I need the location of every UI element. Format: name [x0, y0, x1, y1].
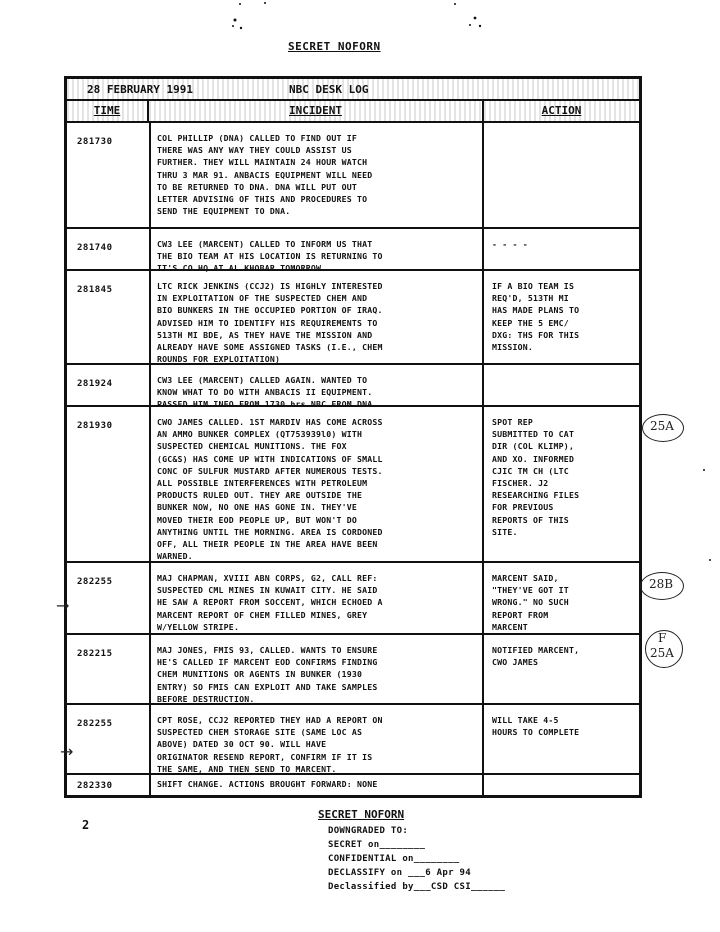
entry-incident-cell: [149, 635, 484, 705]
log-entry: [67, 775, 639, 795]
entry-incident: LTC RICK JENKINS (CCJ2) IS HIGHLY INTERESTED IN EXPLOITATION OF THE SUSPECTED CHEM AND BIO BUNKERS IN THE OCCUPIED PORTION OF IRAQ. ADVISED HIM TO IDENTIFY HIS REQUIREMENTS TO 513TH MI BDE, AS THEY HAVE THE MISSION AND ALREADY HAVE SOME ASSIGNED TASKS (I.E., CHEM ROUNDS FOR EXPLOITATION): [157, 281, 383, 365]
entry-action: MARCENT SAID, "THEY'VE GOT IT WRONG." NO SUCH REPORT FROM MARCENT: [492, 573, 569, 632]
entry-action-cell: [484, 775, 639, 795]
margin-tag-f: F: [658, 631, 667, 645]
column-header-time: TIME: [67, 101, 149, 123]
entry-incident-cell: [149, 775, 484, 795]
entry-incident-cell: [149, 271, 484, 365]
entry-time: 282255: [77, 577, 113, 587]
entry-action: - - - -: [492, 239, 528, 249]
margin-tag-28b: 28B: [649, 577, 674, 591]
top-classification: SECRET NOFORN: [288, 40, 381, 53]
entry-time: 281924: [77, 379, 113, 389]
entry-incident: COL PHILLIP (DNA) CALLED TO FIND OUT IF THERE WAS ANY WAY THEY COULD ASSIST US FURTHER. THEY WILL MAINTAIN 24 HOUR WATCH THRU 3 MAR 91. ANBACIS EQUIPMENT WILL NEED TO BE RETURNED TO DNA. DNA WILL PUT OUT LETTER ADVISING OF THIS AND PROCEDURES TO SEND THE EQUIPMENT TO DNA.: [157, 133, 373, 217]
entry-action-cell: [484, 705, 639, 775]
log-entry: [67, 563, 639, 635]
entry-action-cell: [484, 123, 639, 229]
margin-arrow-icon: →: [60, 742, 74, 761]
entry-time: 282255: [77, 719, 113, 729]
log-title: NBC DESK LOG: [289, 83, 369, 96]
downgrade-block: DOWNGRADED TO: SECRET on________ CONFIDENTIAL on________ DECLASSIFY on ___6 Apr 94 Declassified by___CSD CSI______: [328, 826, 506, 892]
margin-tag-25a: 25A: [650, 419, 674, 433]
bottom-classification: SECRET NOFORN: [318, 808, 405, 821]
log-entry: [67, 229, 639, 274]
log-entry: [67, 635, 639, 705]
entry-incident: CWO JAMES CALLED. 1ST MARDIV HAS COME ACROSS AN AMMO BUNKER COMPLEX (QT753939l0) WITH SUSPECTED CHEMICAL MUNITIONS. THE FOX (GC&S) HAS COME UP WITH INDICATIONS OF SMALL CONC OF SULFUR MUSTARD AFTER NUMEROUS TESTS. ALL POSSIBLE INTERFERENCES WITH PETROLEUM PRODUCTS RULED OUT. THEY ARE OUTSIDE THE BUNKER NOW, NO ONE HAS GONE IN. THEY'VE MOVED THEIR EOD PEOPLE UP, BUT WON'T DO ANYTHING UNTIL THE MORNING. AREA IS CORDONED OFF, ALL THEIR PEOPLE IN THE AREA HAVE BEEN WARNED.: [157, 417, 383, 562]
entry-action-cell: [484, 635, 639, 705]
entry-time: 282215: [77, 649, 113, 659]
log-entry: [67, 123, 639, 229]
log-entry: [67, 705, 639, 775]
entry-action: SPOT REP SUBMITTED TO CAT DIR (COL KLIMP), AND XO. INFORMED CJIC TM CH (LTC FISCHER. J2 RESEARCHING FILES FOR PREVIOUS REPORTS OF THIS SITE.: [492, 417, 580, 537]
entry-action-cell: [484, 271, 639, 365]
entry-incident: SHIFT CHANGE. ACTIONS BROUGHT FORWARD: NONE: [157, 779, 378, 789]
entry-action-cell: [484, 407, 639, 563]
log-entry: [67, 271, 639, 365]
entry-time: 281845: [77, 285, 113, 295]
margin-arrow-icon: →: [56, 596, 70, 615]
entry-action: IF A BIO TEAM IS REQ'D, 513TH MI HAS MADE PLANS TO KEEP THE 5 EMC/ DXG: THS FOR THIS MISSION.: [492, 281, 580, 353]
column-header-action: ACTION: [484, 101, 639, 123]
entry-time: 281740: [77, 243, 113, 253]
entry-incident: CPT ROSE, CCJ2 REPORTED THEY HAD A REPORT ON SUSPECTED CHEM STORAGE SITE (SAME LOC AS ABOVE) DATED 30 OCT 90. WILL HAVE ORIGINATOR RESEND REPORT, CONFIRM IF IT IS THE SAME, AND THEN SEND TO MARCENT.: [157, 715, 383, 774]
column-header-incident: INCIDENT: [149, 101, 484, 123]
entry-incident: CW3 LEE (MARCENT) CALLED AGAIN. WANTED TO KNOW WHAT TO DO WITH ANBACIS II EQUIPMENT. PASSED HIM INFO FROM 1730 hrs NBC FROM DNA.: [157, 375, 378, 410]
entry-incident: MAJ CHAPMAN, XVIII ABN CORPS, G2, CALL REF: SUSPECTED CML MINES IN KUWAIT CITY. HE SAID HE SAW A REPORT FROM SOCCENT, WHICH ECHOED A MARCENT REPORT OF CHEM FILLED MINES, GREY W/YELLOW STRIPE.: [157, 573, 383, 632]
log-title-bar: [67, 79, 639, 101]
log-entry: [67, 365, 639, 410]
page-number: 2: [82, 818, 90, 832]
entry-action: WILL TAKE 4-5 HOURS TO COMPLETE: [492, 715, 580, 738]
desk-log-table: [64, 76, 642, 798]
entry-incident-cell: [149, 563, 484, 635]
entry-time: 282330: [77, 781, 113, 791]
entry-action-cell: [484, 229, 639, 271]
entry-incident-cell: [149, 407, 484, 563]
entry-action: NOTIFIED MARCENT, CWO JAMES: [492, 645, 580, 668]
margin-tag-25a-lower: 25A: [650, 646, 674, 660]
entry-incident-cell: [149, 705, 484, 775]
entry-time: 281730: [77, 137, 113, 147]
entry-action-cell: [484, 563, 639, 635]
entry-action-cell: [484, 365, 639, 407]
log-entry: [67, 407, 639, 563]
log-date: 28 FEBRUARY 1991: [87, 83, 193, 96]
entry-time: 281930: [77, 421, 113, 431]
entry-incident: CW3 LEE (MARCENT) CALLED TO INFORM US THAT THE BIO TEAM AT HIS LOCATION IS RETURNING TO IT'S CO HQ AT AL KHOBAR TOMORROW.: [157, 239, 383, 274]
entry-incident-cell: [149, 365, 484, 410]
entry-incident-cell: [149, 123, 484, 229]
entry-incident: MAJ JONES, FMIS 93, CALLED. WANTS TO ENSURE HE'S CALLED IF MARCENT EOD CONFIRMS FINDING CHEM MUNITIONS OR AGENTS IN BUNKER (1930 ENTRY) SO FMIS CAN EXPLOIT AND TAKE SAMPLES BEFORE DESTRUCTION.: [157, 645, 378, 704]
entry-incident-cell: [149, 229, 484, 274]
